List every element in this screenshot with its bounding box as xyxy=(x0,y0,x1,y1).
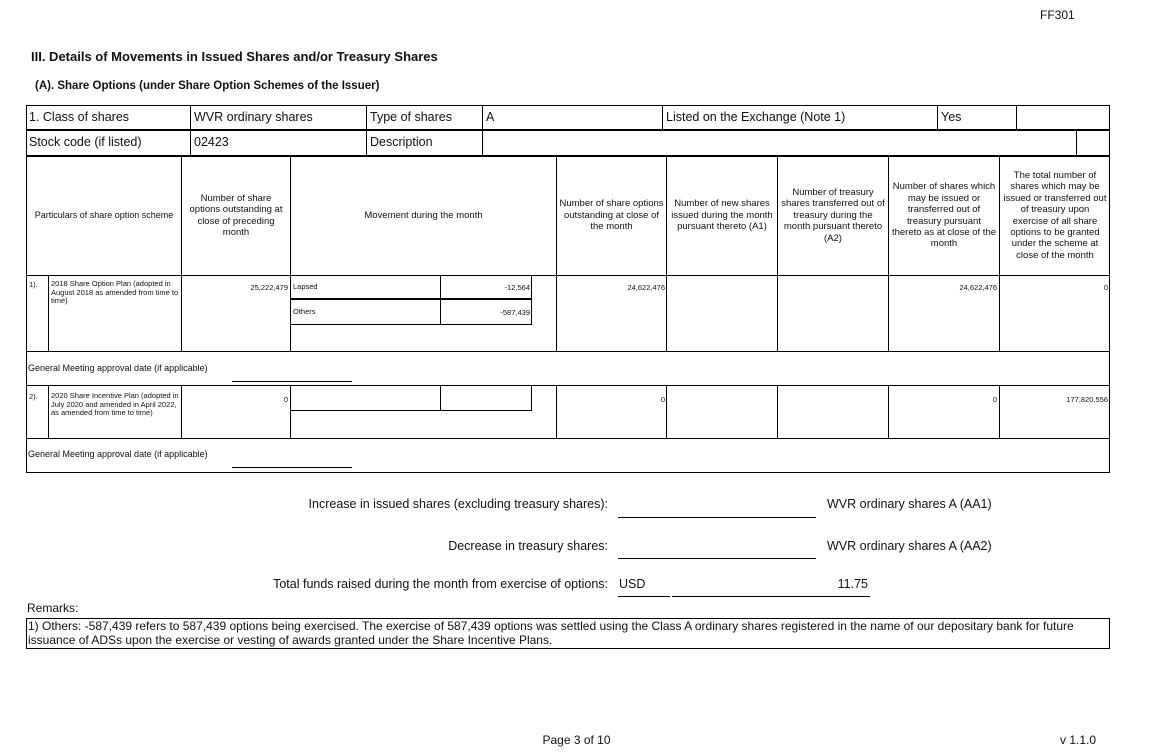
outstanding-prev: 25,222,479 xyxy=(250,283,288,292)
funds-value: 11.75 xyxy=(837,577,868,591)
description-label: Description xyxy=(370,135,433,149)
movement-value-box xyxy=(440,385,532,411)
type-label: Type of shares xyxy=(370,110,452,124)
page-number: Page 3 of 10 xyxy=(542,733,611,747)
header-total-may-be-issued: The total number of shares which may be issued or transferred out of treasury upon exercise of all share options to be granted under the scheme at close of the month xyxy=(1003,169,1107,261)
may-be-issued: 0 xyxy=(992,395,997,404)
gm-approval-label: General Meeting approval date (if applicable) xyxy=(28,449,208,459)
movement-lapsed-label: Lapsed xyxy=(293,282,318,291)
outstanding-close: 0 xyxy=(660,395,665,404)
funds-currency: USD xyxy=(619,577,646,591)
scheme-index: 1). xyxy=(29,280,38,289)
decrease-label: Decrease in treasury shares: xyxy=(448,539,608,553)
type-value: A xyxy=(486,110,495,124)
version-label: v 1.1.0 xyxy=(1060,733,1097,747)
stock-value: 02423 xyxy=(194,135,229,149)
scheme-index: 2). xyxy=(29,392,38,401)
total-may-be-issued: 177,820,556 xyxy=(1066,395,1108,404)
class-value: WVR ordinary shares xyxy=(194,110,313,124)
header-new-shares: Number of new shares issued during the month pursuant thereto (A1) xyxy=(671,198,773,233)
sub-title: (A). Share Options (under Share Option Schemes of the Issuer) xyxy=(35,80,380,92)
header-movement: Movement during the month xyxy=(364,209,483,221)
remarks-text: 1) Others: -587,439 refers to 587,439 options being exercised. The exercise of 587,439 options was settled using the Class A ordinary shares registered in the name of our depositary bank for future issuance of ADSs upon the exercise or vesting of awards granted under the Share Incentive Plans. xyxy=(28,619,1074,647)
funds-label: Total funds raised during the month from exercise of options: xyxy=(273,577,608,591)
movement-label-box xyxy=(290,385,441,411)
gm-approval-date-field xyxy=(232,381,352,382)
movement-lapsed-value: -12,564 xyxy=(504,283,530,292)
increase-unit: WVR ordinary shares A (AA1) xyxy=(827,497,992,511)
header-may-be-issued: Number of shares which may be issued or transferred out of treasury pursuant thereto as at close of the month xyxy=(891,181,997,250)
scheme-name: 2020 Share Incentive Plan (adopted in July 2020 and amended in April 2022, as amended from time to time) xyxy=(51,391,179,418)
remarks-label: Remarks: xyxy=(27,601,79,615)
total-may-be-issued: 0 xyxy=(1103,283,1108,292)
outstanding-prev: 0 xyxy=(283,395,288,404)
listed-value: Yes xyxy=(941,110,962,124)
header-treasury-transferred: Number of treasury shares transferred out of treasury during the month pursuant thereto (A2) xyxy=(781,187,885,244)
stock-row-frame xyxy=(26,130,1110,156)
scheme-name: 2018 Share Option Plan (adopted in August 2018 as amended from time to time) xyxy=(51,279,179,306)
stock-label: Stock code (if listed) xyxy=(29,135,142,149)
outstanding-close: 24,622,476 xyxy=(627,283,665,292)
gm-approval-label: General Meeting approval date (if applicable) xyxy=(28,363,208,373)
gm-approval-date-field xyxy=(232,467,352,468)
may-be-issued: 24,622,476 xyxy=(959,283,997,292)
header-particulars: Particulars of share option scheme xyxy=(34,210,174,221)
decrease-field xyxy=(618,558,816,559)
increase-field xyxy=(618,517,816,518)
class-label: 1. Class of shares xyxy=(29,110,130,124)
movement-others-label: Others xyxy=(293,307,316,316)
decrease-unit: WVR ordinary shares A (AA2) xyxy=(827,539,992,553)
listed-label: Listed on the Exchange (Note 1) xyxy=(666,110,846,124)
funds-field xyxy=(672,596,870,597)
movement-others-value: -587,439 xyxy=(500,308,530,317)
form-code: FF301 xyxy=(1040,8,1075,22)
section-title: III. Details of Movements in Issued Shares and/or Treasury Shares xyxy=(31,49,438,64)
increase-label: Increase in issued shares (excluding treasury shares): xyxy=(308,497,608,511)
header-outstanding-prev: Number of share options outstanding at close of preceding month xyxy=(189,192,283,238)
header-outstanding-close: Number of share options outstanding at close of the month xyxy=(559,198,664,233)
